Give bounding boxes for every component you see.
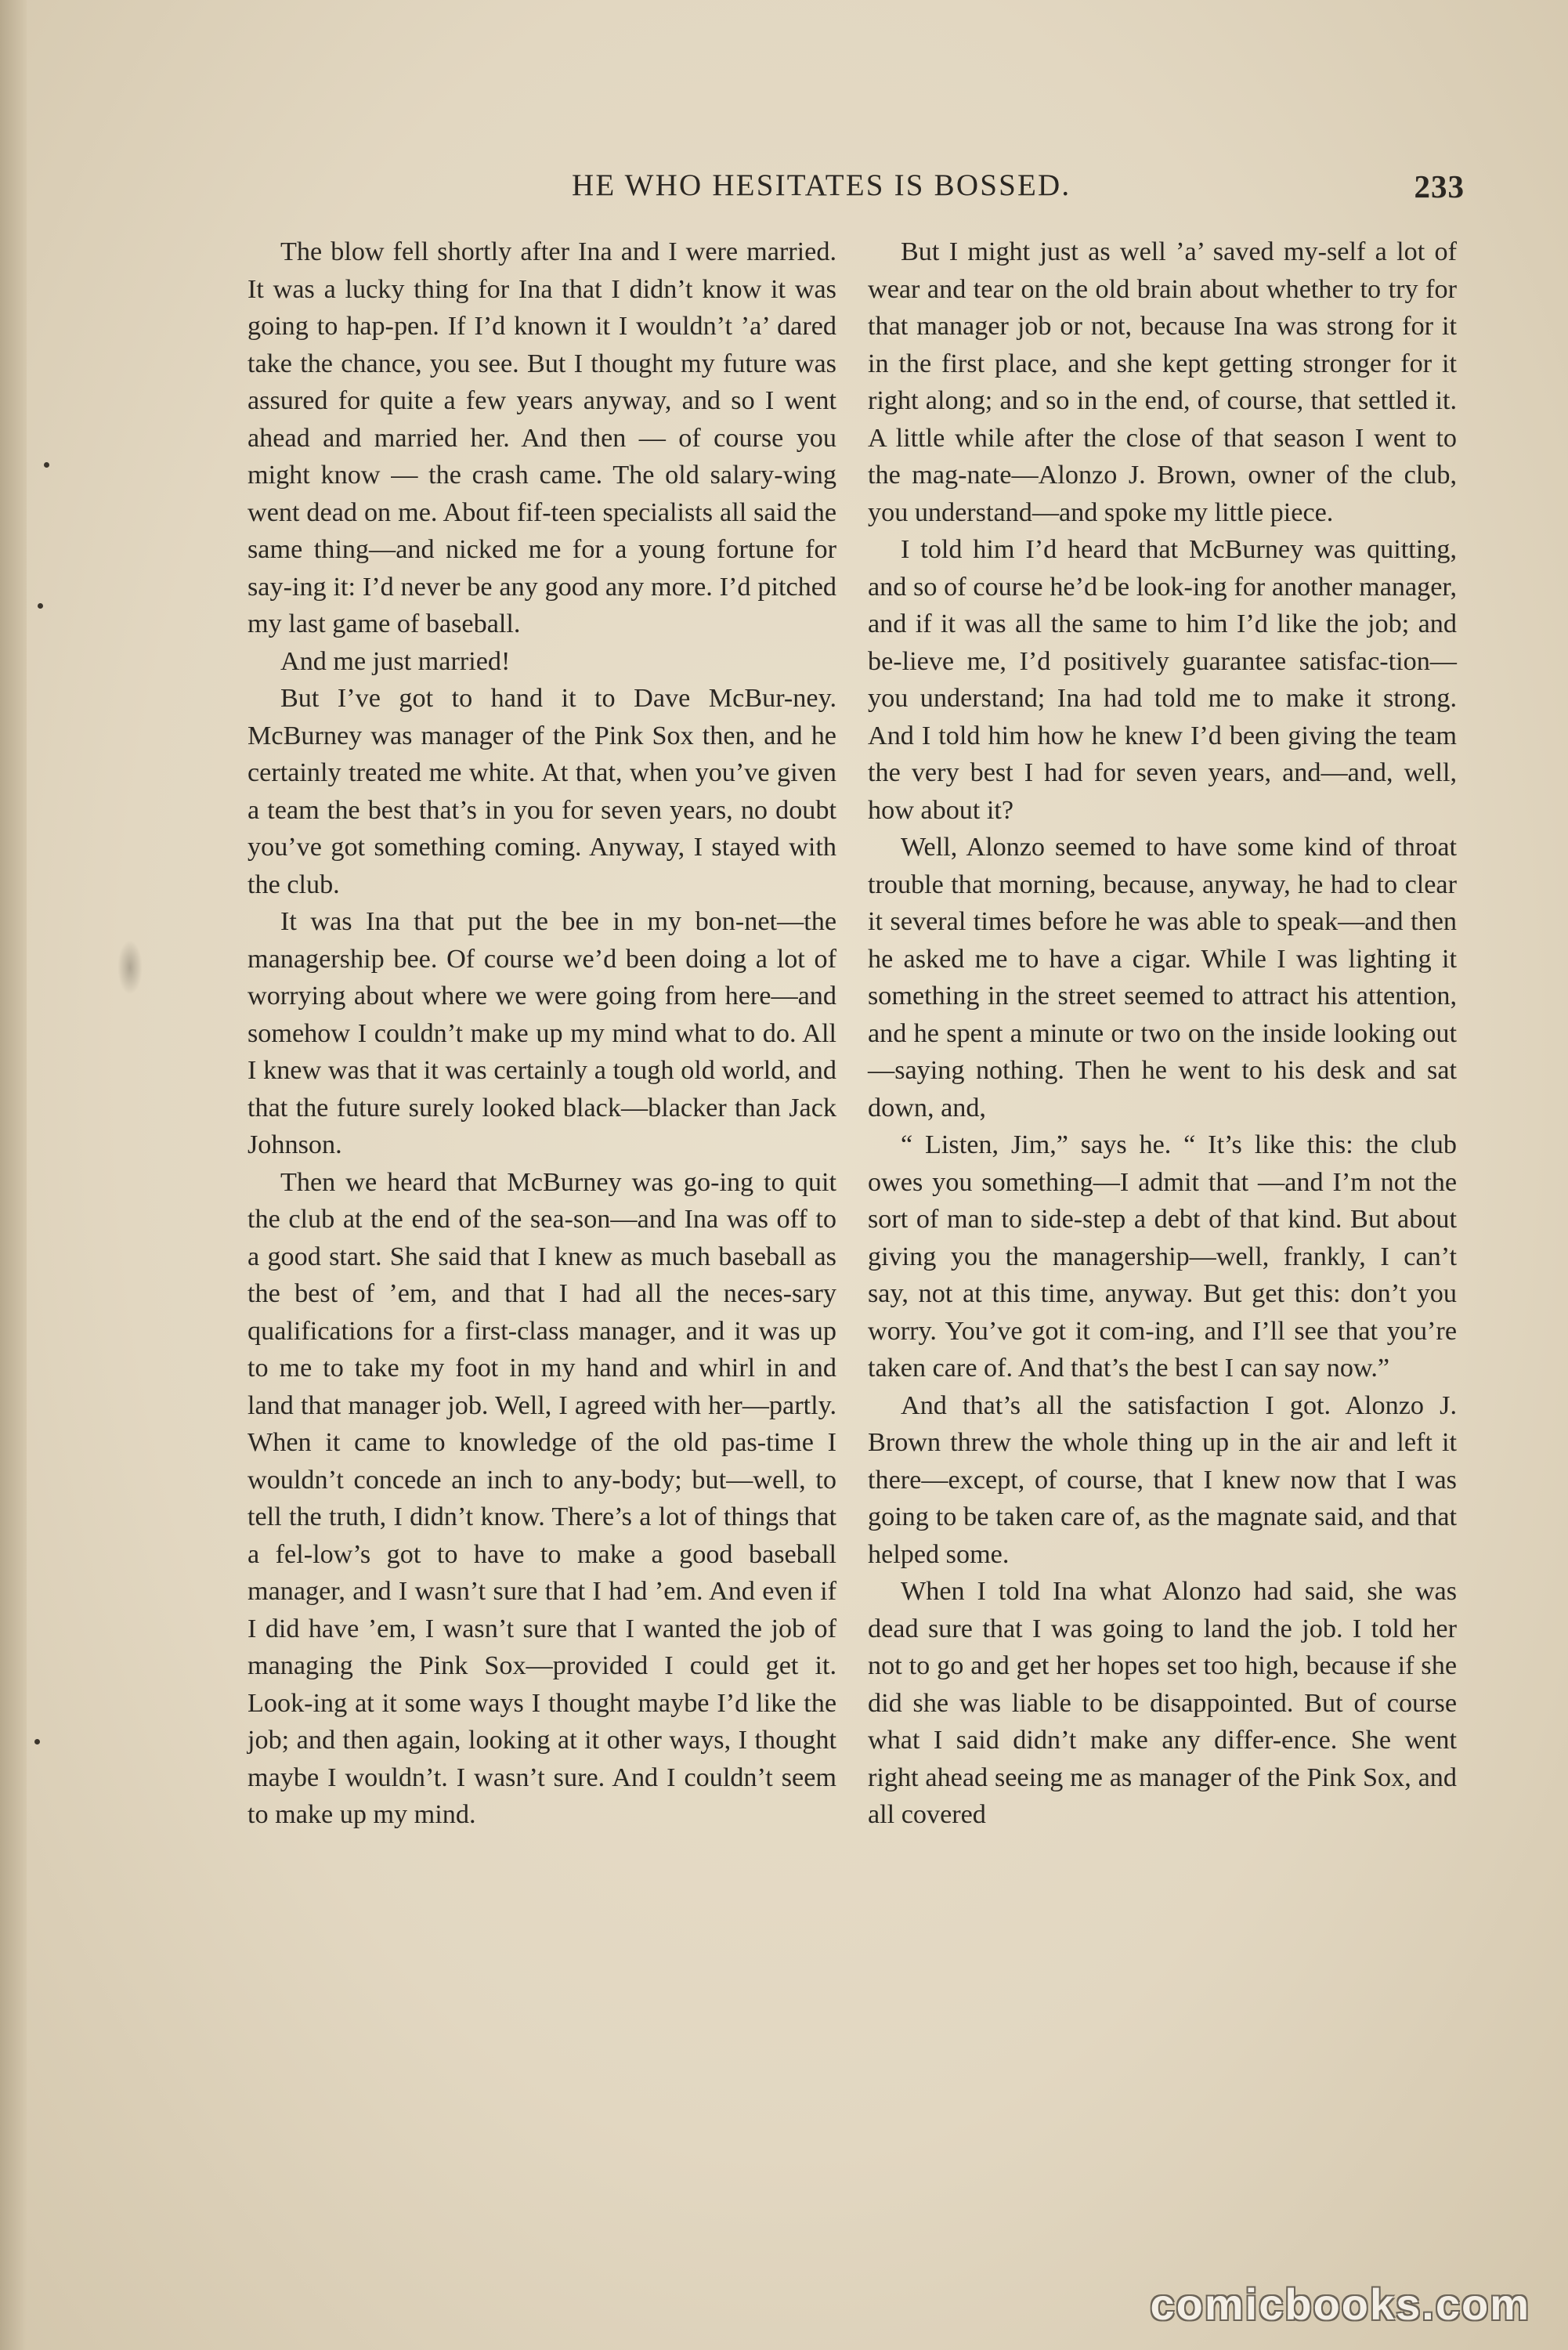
speck-mark xyxy=(34,1739,40,1744)
paragraph: And that’s all the satisfaction I got. Alonzo J. Brown threw the whole thing up in the air and left it there—except, of course, that I knew now that I was going to be taken care of, as the magnate said, and that helped some. xyxy=(868,1390,1457,1569)
page-binding-edge xyxy=(0,0,27,2350)
paragraph: But I might just as well ’a’ saved my-self a lot of wear and tear on the old brain about whether to try for that manager job or not, because Ina was strong for it in the first place, and she kept getting stronger for it right along; and so in the end, of course, that settled it. A little while after the close of that season I went to the mag-nate—Alonzo J. Brown, owner of the club, you understand—and spoke my little piece. xyxy=(868,237,1457,527)
paragraph: But I’ve got to hand it to Dave McBur-ney. McBurney was manager of the Pink Sox then, and he certainly treated me white. At that, when you’ve given a team the best that’s in you for seven years, no doubt you’ve got something coming. Anyway, I stayed with the club. xyxy=(247,684,836,899)
paragraph: The blow fell shortly after Ina and I were married. It was a lucky thing for Ina that I didn’t know it was going to hap-pen. If I’d known it I wouldn’t ’a’ dared take the chance, you see. But I thought my future was assured for quite a few years anyway, and so I went ahead and married her. And then — of course you might know — the crash came. The old salary-wing went dead on me. About fif-teen specialists all said the same thing—and nicked me for a young fortune for say-ing it: I’d never be any good any more. I’d pitched my last game of baseball. xyxy=(247,237,836,638)
site-watermark: comicbooks.com xyxy=(1150,2280,1530,2329)
left-text-column xyxy=(247,233,836,1834)
speck-mark xyxy=(44,462,49,468)
paragraph: “ Listen, Jim,” says he. “ It’s like this: the club owes you something—I admit that —and I’m not the sort of man to side-step a debt of that kind. But about giving you the managership—well, frankly, I can’t say, not at this time, anyway. But get this: don’t you worry. You’ve got it com-ing, and I’ll see that you’re taken care of. And that’s the best I can say now.” xyxy=(868,1130,1457,1383)
running-title: HE WHO HESITATES IS BOSSED. xyxy=(572,168,1071,202)
paragraph: It was Ina that put the bee in my bon-net—the managership bee. Of course we’d been doing a lot of worrying about where we were going from here—and somehow I couldn’t make up my mind what to do. All I knew was that it was certainly a tough old world, and that the future surely looked black—blacker than Jack Johnson. xyxy=(247,907,836,1159)
page-number: 233 xyxy=(1414,168,1465,204)
paragraph: Well, Alonzo seemed to have some kind of throat trouble that morning, because, anyway, he had to clear it several times before he was able to speak—and then he asked me to have a cigar. While I was lighting it something in the street seemed to attract his attention, and he spent a minute or two on the inside looking out—saying nothing. Then he went to his desk and sat down, and, xyxy=(868,833,1457,1123)
right-text-column xyxy=(868,233,1457,1834)
paragraph: I told him I’d heard that McBurney was quitting, and so of course he’d be look-ing for another manager, and if it was all the same to him I’d like the job; and be-lieve me, I’d positively guarantee satisfac-tion—you understand; Ina had told me to make it strong. And I told him how he knew I’d been giving the team the very best I had for seven years, and—and, well, how about it? xyxy=(868,535,1457,825)
paragraph: And me just married! xyxy=(280,646,511,676)
speck-mark xyxy=(38,603,43,609)
paragraph: When I told Ina what Alonzo had said, she was dead sure that I was going to land the job. I told her not to go and get her hopes set too high, because if she did she was liable to be disappointed. But of course what I said didn’t make any differ-ence. She went right ahead seeing me as manager of the Pink Sox, and all covered xyxy=(868,1577,1457,1829)
paragraph: Then we heard that McBurney was go-ing to quit the club at the end of the sea-son—and Ina was off to a good start. She said that I knew as much baseball as the best of ’em, and that I had all the neces-sary qualifications for a first-class manager, and it was up to me to take my foot in my hand and whirl in and land that manager job. Well, I agreed with her—partly. When it came to knowledge of the old pas-time I wouldn’t concede an inch to any-body; but—well, to tell the truth, I didn’t know. There’s a lot of things that a fel-low’s got to have to make a good baseball manager, and I wasn’t sure that I had ’em. And even if I did have ’em, I wasn’t sure that I wanted the job of managing the Pink Sox—provided I could get it. Look-ing at it some ways I thought maybe I’d like the job; and then again, looking at it other ways, I thought maybe I wouldn’t. I wasn’t sure. And I couldn’t seem to make up my mind. xyxy=(247,1167,836,1829)
page-header xyxy=(235,163,1465,218)
ink-smudge xyxy=(117,940,143,995)
